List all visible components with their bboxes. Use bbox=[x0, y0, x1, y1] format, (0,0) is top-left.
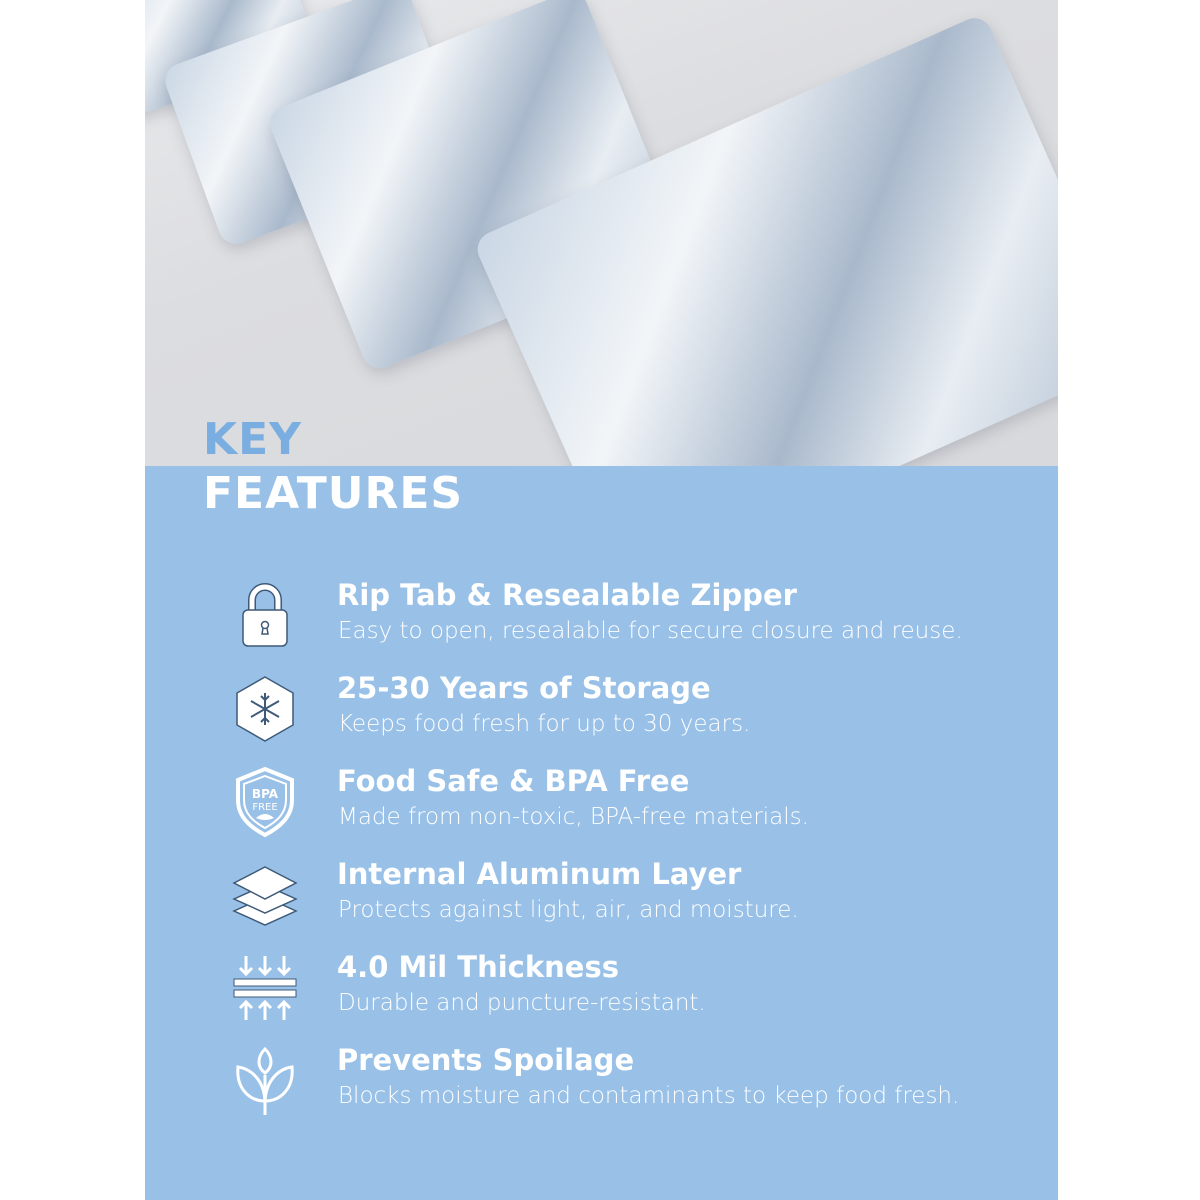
feature-item bbox=[0, 859, 1058, 949]
compression-arrows-icon bbox=[230, 952, 300, 1024]
svg-text:BPA: BPA bbox=[251, 787, 279, 801]
leaf-sprout-icon bbox=[230, 1045, 300, 1117]
product-photo-mylar-bags bbox=[145, 0, 1058, 466]
lock-icon bbox=[230, 580, 300, 652]
bpa-free-shield-icon bbox=[230, 766, 300, 838]
feature-title: 25-30 Years of Storage bbox=[337, 671, 711, 705]
heading-key: KEY bbox=[203, 414, 303, 465]
snowflake-icon bbox=[230, 673, 300, 745]
feature-description: Durable and puncture-resistant. bbox=[338, 990, 706, 1016]
layers-icon bbox=[230, 859, 300, 931]
feature-title: Rip Tab & Resealable Zipper bbox=[337, 578, 797, 612]
feature-item bbox=[0, 673, 1058, 763]
feature-title: Internal Aluminum Layer bbox=[337, 857, 742, 891]
heading-features: FEATURES bbox=[203, 468, 464, 519]
svg-text:FREE: FREE bbox=[252, 802, 278, 813]
feature-title: Food Safe & BPA Free bbox=[337, 764, 690, 798]
feature-description: Keeps food fresh for up to 30 years. bbox=[338, 711, 751, 737]
feature-description: Protects against light, air, and moisture. bbox=[338, 897, 799, 923]
feature-item bbox=[0, 580, 1058, 670]
feature-description: Made from non-toxic, BPA-free materials. bbox=[338, 804, 809, 830]
feature-description: Easy to open, resealable for secure closure and reuse. bbox=[338, 618, 963, 644]
feature-title: 4.0 Mil Thickness bbox=[337, 950, 619, 984]
feature-item bbox=[0, 952, 1058, 1042]
feature-item bbox=[0, 766, 1058, 856]
feature-title: Prevents Spoilage bbox=[337, 1043, 635, 1077]
feature-item bbox=[0, 1045, 1058, 1135]
feature-description: Blocks moisture and contaminants to keep food fresh. bbox=[338, 1083, 960, 1109]
